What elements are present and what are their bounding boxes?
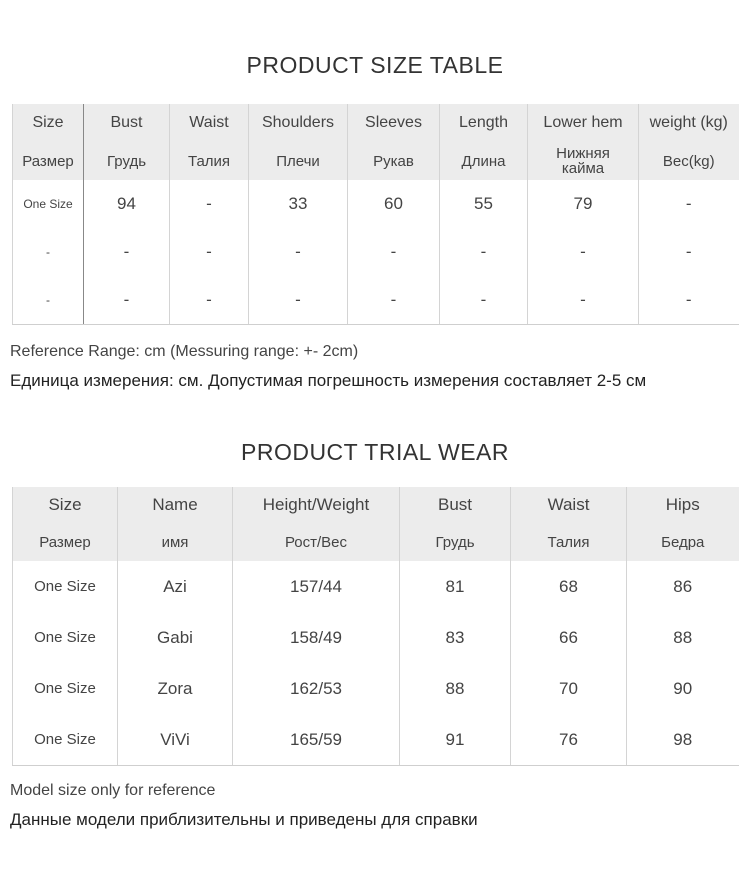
table-cell: - — [528, 228, 639, 276]
header-cell: Size — [13, 487, 118, 523]
table-cell: - — [170, 276, 249, 325]
header-cell: Name — [118, 487, 233, 523]
table-cell: Gabi — [118, 612, 233, 663]
table-cell: 88 — [400, 663, 511, 714]
header-cell: Грудь — [400, 523, 511, 561]
table-cell: 81 — [400, 561, 511, 612]
table-cell: One Size — [13, 663, 118, 714]
table-row — [13, 180, 739, 228]
table-cell: - — [84, 228, 170, 276]
table-cell: 88 — [627, 612, 739, 663]
table-cell: - — [13, 276, 84, 325]
table-cell: One Size — [13, 714, 118, 766]
table-cell: 94 — [84, 180, 170, 228]
header-cell: Waist — [170, 104, 249, 142]
table-cell: 79 — [528, 180, 639, 228]
header-cell: Waist — [511, 487, 627, 523]
header-cell: Нижняя кайма — [528, 142, 639, 180]
size-note-en: Reference Range: cm (Messuring range: +- 2cm) — [10, 343, 359, 360]
table-cell: 55 — [440, 180, 528, 228]
table-cell: One Size — [13, 561, 118, 612]
table-cell: 91 — [400, 714, 511, 766]
table-cell: - — [528, 276, 639, 325]
header-cell: Длина — [440, 142, 528, 180]
trial-table — [12, 487, 739, 766]
table-cell: 68 — [511, 561, 627, 612]
table-cell: - — [348, 228, 440, 276]
header-cell: Талия — [511, 523, 627, 561]
table-cell: 60 — [348, 180, 440, 228]
header-cell: Талия — [170, 142, 249, 180]
table-cell: 165/59 — [233, 714, 400, 766]
table-cell: - — [348, 276, 440, 325]
trial-note-en: Model size only for reference — [10, 782, 216, 799]
table-row — [13, 276, 739, 325]
table-cell: - — [84, 276, 170, 325]
header-cell: имя — [118, 523, 233, 561]
table-cell: One Size — [13, 180, 84, 228]
header-cell: Размер — [13, 142, 84, 180]
table-cell: - — [639, 276, 739, 325]
header-cell: Бедра — [627, 523, 739, 561]
trial-table-header-en — [13, 487, 739, 523]
size-table-header-en — [13, 104, 739, 142]
header-cell: Hips — [627, 487, 739, 523]
table-cell: 98 — [627, 714, 739, 766]
table-cell: - — [249, 228, 348, 276]
table-cell: - — [170, 180, 249, 228]
size-note-ru: Единица измерения: см. Допустимая погрешность измерения составляет 2-5 см — [10, 371, 647, 390]
header-cell: Height/Weight — [233, 487, 400, 523]
trial-table-header-ru — [13, 523, 739, 561]
trial-table-title: PRODUCT TRIAL WEAR — [241, 439, 509, 465]
size-table-header-ru — [13, 142, 739, 180]
header-cell: Рост/Вес — [233, 523, 400, 561]
table-row — [13, 663, 739, 714]
header-cell: Размер — [13, 523, 118, 561]
table-cell: - — [440, 228, 528, 276]
table-cell: 157/44 — [233, 561, 400, 612]
table-cell: - — [639, 228, 739, 276]
header-cell: weight (kg) — [639, 104, 739, 142]
table-row — [13, 714, 739, 766]
table-cell: 70 — [511, 663, 627, 714]
table-cell: Zora — [118, 663, 233, 714]
header-cell: Sleeves — [348, 104, 440, 142]
header-cell: Length — [440, 104, 528, 142]
table-cell: - — [639, 180, 739, 228]
header-cell: Рукав — [348, 142, 440, 180]
table-row — [13, 561, 739, 612]
header-cell: Bust — [84, 104, 170, 142]
table-cell: 90 — [627, 663, 739, 714]
size-table — [12, 104, 739, 325]
table-cell: ViVi — [118, 714, 233, 766]
table-cell: - — [13, 228, 84, 276]
table-cell: - — [440, 276, 528, 325]
table-cell: 33 — [249, 180, 348, 228]
header-cell: Грудь — [84, 142, 170, 180]
header-cell: Lower hem — [528, 104, 639, 142]
table-cell: - — [170, 228, 249, 276]
trial-note-ru: Данные модели приблизительны и приведены для справки — [10, 810, 478, 829]
table-row — [13, 228, 739, 276]
size-table-title: PRODUCT SIZE TABLE — [246, 52, 504, 78]
header-cell: Вес(kg) — [639, 142, 739, 180]
table-cell: 86 — [627, 561, 739, 612]
table-cell: 66 — [511, 612, 627, 663]
table-cell: - — [249, 276, 348, 325]
table-cell: Azi — [118, 561, 233, 612]
header-cell: Bust — [400, 487, 511, 523]
table-cell: One Size — [13, 612, 118, 663]
table-row — [13, 612, 739, 663]
header-cell: Плечи — [249, 142, 348, 180]
table-cell: 76 — [511, 714, 627, 766]
table-cell: 158/49 — [233, 612, 400, 663]
header-cell: Size — [13, 104, 84, 142]
header-cell: Shoulders — [249, 104, 348, 142]
table-cell: 162/53 — [233, 663, 400, 714]
table-cell: 83 — [400, 612, 511, 663]
